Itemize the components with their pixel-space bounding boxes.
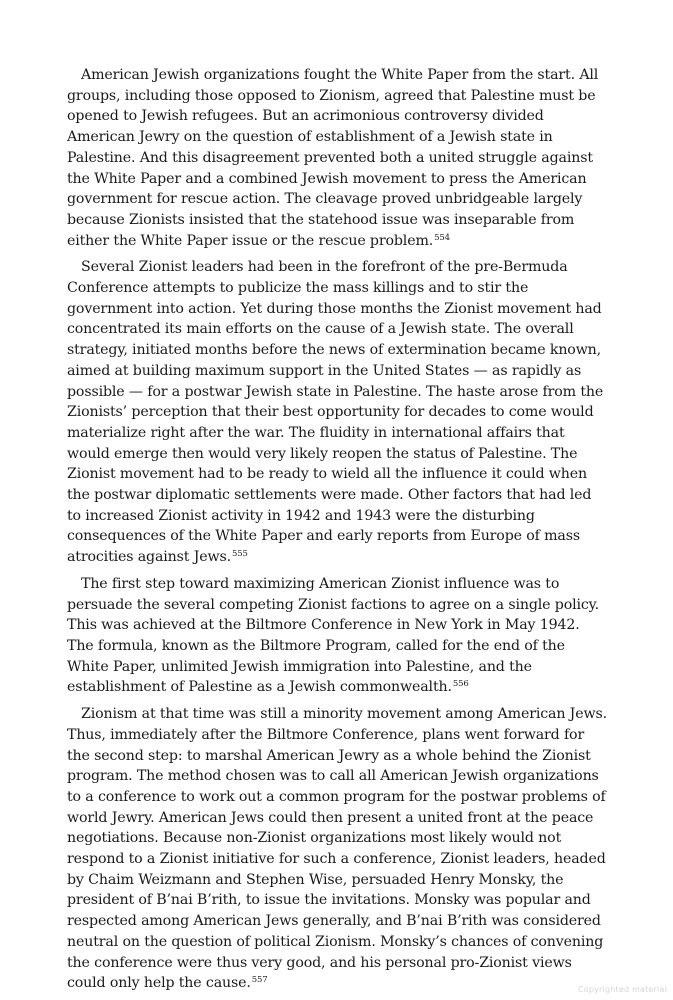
paragraph-3 [67,574,607,698]
paragraph-1 [67,65,607,251]
footnote-marker[interactable]: 555 [231,549,248,560]
paragraph-4 [67,704,607,994]
copyright-watermark: Copyrighted material [577,985,667,994]
paragraph-2 [67,257,607,568]
page-body [67,65,607,1000]
paragraph-text: Several Zionist leaders had been in the forefront of the pre-Bermuda Conference attempts to publicize the mass killings and to stir the government into action. Yet during those months the Zionist movement had concentrated its main efforts on the cause of a Jewish state. The overall strategy, initiated months before the news of extermination became known, aimed at building maximum support in the United States — as rapidly as possible — for a postwar Jewish state in Palestine. The haste arose from the Zionists’ perception that their best opportunity for decades to come would materialize right after the war. The fluidity in international affairs that would emerge then would very likely reopen the status of Palestine. The Zionist movement had to be ready to wield all the influence it could when the postwar diplomatic settlements were made. Other factors that had led to increased Zionist activity in 1942 and 1943 were the disturbing consequences of the White Paper and early reports from Europe of mass atrocities against Jews. [67,259,604,566]
paragraph-text: The first step toward maximizing American Zionist influence was to persuade the several competing Zionist factions to agree on a single policy. This was achieved at the Biltmore Conference in New York in May 1942. The formula, known as the Biltmore Program, called for the end of the White Paper, unlimited Jewish immigration into Palestine, and the establishment of Palestine as a Jewish commonwealth. [67,575,599,696]
paragraph-text: Zionism at that time was still a minority movement among American Jews. Thus, immediately after the Biltmore Conference, plans went forward for the second step: to marshal American Jewry as a whole behind the Zionist program. The method chosen was to call all American Jewish organizations to a conference to work out a common program for the postwar problems of world Jewry. American Jews could then present a united front at the peace negotiations. Because non-Zionist organizations most likely would not respond to a Zionist initiative for such a conference, Zionist leaders, headed by Chaim Weizmann and Stephen Wise, persuaded Henry Monsky, the president of B’nai B’rith, to issue the invitations. Monsky was popular and respected among American Jews generally, and B’nai B’rith was considered neutral on the question of political Zionism. Monsky’s chances of convening the conference were thus very good, and his personal pro-Zionist views could only help the cause. [67,706,607,992]
footnote-marker[interactable]: 557 [251,975,268,986]
footnote-marker[interactable]: 554 [434,232,450,243]
paragraph-text: American Jewish organizations fought the White Paper from the start. All groups, including those opposed to Zionism, agreed that Palestine must be opened to Jewish refugees. But an acrimonious controversy divided American Jewry on the question of establishment of a Jewish state in Palestine. And this disagreement prevented both a united struggle against the White Paper and a combined Jewish movement to press the American government for rescue action. The cleavage proved unbridgeable largely because Zionists insisted that the statehood issue was inseparable from either the White Paper issue or the rescue problem. [67,67,599,249]
footnote-marker[interactable]: 556 [452,679,469,690]
